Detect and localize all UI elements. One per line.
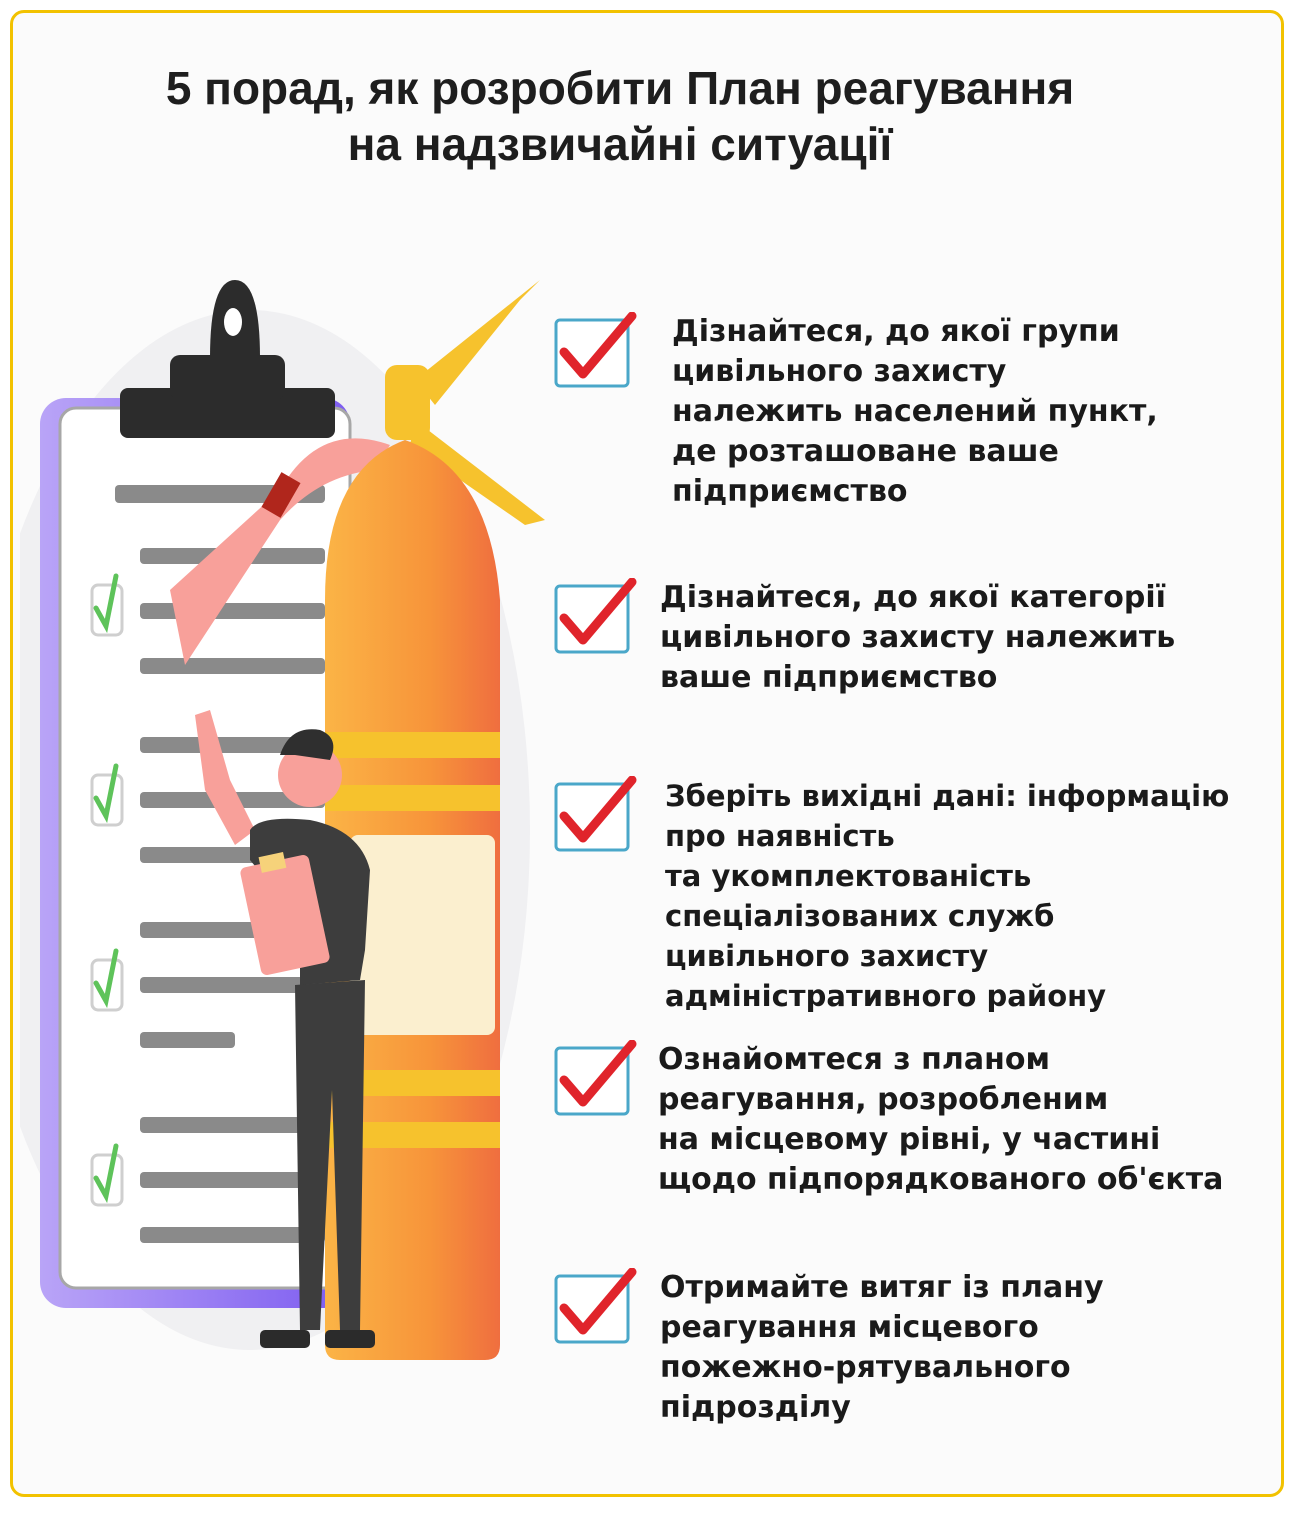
title-line-1: 5 порад, як розробити План реагування xyxy=(165,62,1075,114)
checkbox-checked-icon xyxy=(550,1040,640,1120)
title-line-2: на надзвичайні ситуації xyxy=(347,118,893,170)
tip-3-text: Зберіть вихідні дані: інформацію про наявність та укомплектованість спеціалізованих служб цивільного захисту адміністративного району xyxy=(665,779,1230,1013)
tip-1-text: Дізнайтеся, до якої групи цивільного захисту належить населений пункт, де розташоване ваше підприємство xyxy=(672,314,1158,509)
checkbox-checked-icon xyxy=(550,776,640,856)
tip-5-text: Отримайте витяг із плану реагування місцевого пожежно-рятувального підрозділу xyxy=(660,1270,1104,1425)
tip-4-text: Ознайомтеся з планом реагування, розробленим на місцевому рівні, у частині щодо підпорядкованого об'єкта xyxy=(658,1042,1224,1197)
tip-2-text: Дізнайтеся, до якої категорії цивільного захисту належить ваше підприємство xyxy=(660,580,1176,695)
checkbox-checked-icon xyxy=(550,578,640,658)
checkbox-checked-icon xyxy=(550,312,640,392)
checkbox-checked-icon xyxy=(550,1268,640,1348)
clipboard-extinguisher-illustration xyxy=(20,270,560,1380)
page-title xyxy=(60,60,1180,172)
